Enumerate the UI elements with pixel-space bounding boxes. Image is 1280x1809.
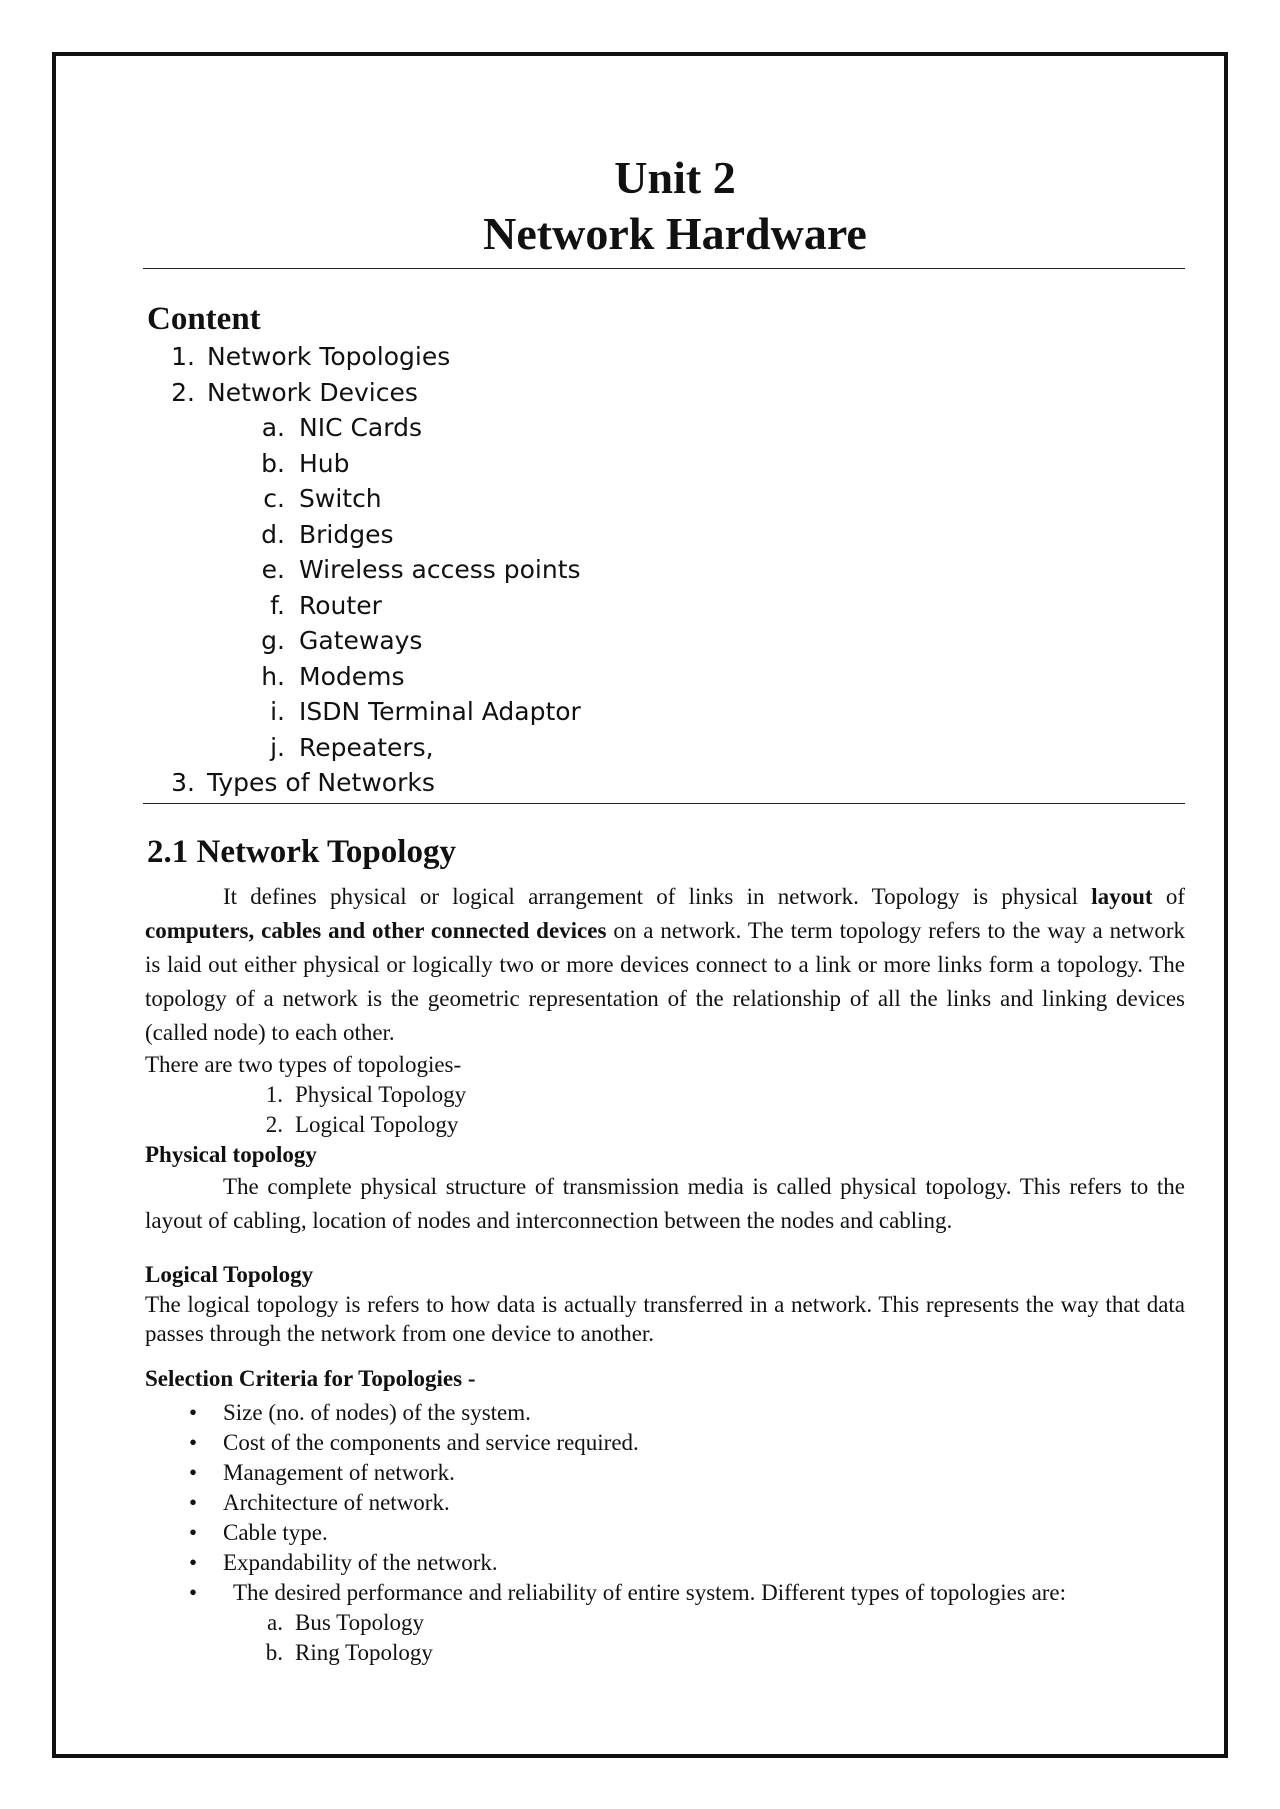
list-item: b. Ring Topology <box>265 1639 433 1665</box>
selection-criteria-list <box>145 1398 1185 1608</box>
logical-topology-text: The logical topology is refers to how data is actually transferred in a network. This represents the way that data passes through the network from one device to another. <box>145 1291 1185 1346</box>
selection-criteria-heading: Selection Criteria for Topologies - <box>145 1365 476 1391</box>
content-rule <box>143 803 1185 804</box>
physical-topology-heading: Physical topology <box>145 1141 317 1167</box>
types-intro: There are two types of topologies- <box>145 1051 462 1077</box>
list-item: • Cost of the components and service required. <box>145 1428 1185 1458</box>
list-item: • Cable type. <box>145 1518 1185 1548</box>
content-heading: Content <box>147 301 261 337</box>
unit-title: Network Hardware <box>483 208 867 259</box>
topology-types-list <box>145 1080 1185 1140</box>
list-item: • Architecture of network. <box>145 1488 1185 1518</box>
toc-subitem: c. Switch <box>263 484 382 513</box>
list-item: • Expandability of the network. <box>145 1548 1185 1578</box>
toc-subitem: a. NIC Cards <box>261 413 422 442</box>
toc-item: 1. Network Topologies <box>171 342 451 371</box>
toc-subitem: b. Hub <box>261 448 350 478</box>
bullet-icon: • <box>188 1489 198 1515</box>
list-item: • Size (no. of nodes) of the system. <box>145 1398 1185 1428</box>
toc-subitem: d. Bridges <box>261 519 394 549</box>
bullet-icon: • <box>188 1579 198 1605</box>
topology-kinds-list <box>145 1608 1185 1668</box>
toc-subitem: e. Wireless access points <box>261 555 581 584</box>
bullet-icon: • <box>188 1519 198 1545</box>
bullet-icon: • <box>188 1429 198 1455</box>
physical-topology-text: The complete physical structure of transmission media is called physical topology. This refers to the layout of cabling, location of nodes and interconnection between the nodes and cabling. <box>145 1173 1185 1233</box>
list-item: • Management of network. <box>145 1458 1185 1488</box>
bullet-icon: • <box>188 1549 198 1575</box>
toc-subitem: j. Repeaters, <box>270 732 434 762</box>
list-item: a. Bus Topology <box>267 1609 424 1635</box>
table-of-contents <box>145 339 1185 801</box>
toc-subitem: h. Modems <box>261 661 405 691</box>
list-item: • The desired performance and reliability of entire system. Different types of topologies are: <box>145 1578 1185 1608</box>
toc-subitem: f. Router <box>270 590 382 620</box>
toc-item: 3. Types of Networks <box>171 768 435 797</box>
intro-paragraph: It defines physical or logical arrangement of links in network. Topology is physical layout of computers, cables and other connected devices on a network. The term topology refers to the way a network is laid out either physical or logically two or more devices connect to a link or more links form a topology. The topology of a network is the geometric representation of the relationship of all the links and linking devices (called node) to each other. <box>145 883 1186 1045</box>
unit-label: Unit 2 <box>614 152 736 203</box>
toc-subitem: g. Gateways <box>261 626 423 655</box>
toc-item: 2. Network Devices <box>171 377 418 407</box>
bullet-icon: • <box>188 1459 198 1485</box>
document-title <box>145 150 1185 262</box>
bullet-icon: • <box>188 1399 198 1425</box>
section-heading: 2.1 Network Topology <box>147 833 456 870</box>
toc-subitem: i. ISDN Terminal Adaptor <box>270 697 581 726</box>
title-rule <box>143 268 1185 269</box>
document-page <box>145 150 1185 1668</box>
logical-topology-heading: Logical Topology <box>145 1261 314 1287</box>
list-item: 2. Logical Topology <box>265 1111 459 1137</box>
list-item: 1. Physical Topology <box>265 1081 467 1107</box>
